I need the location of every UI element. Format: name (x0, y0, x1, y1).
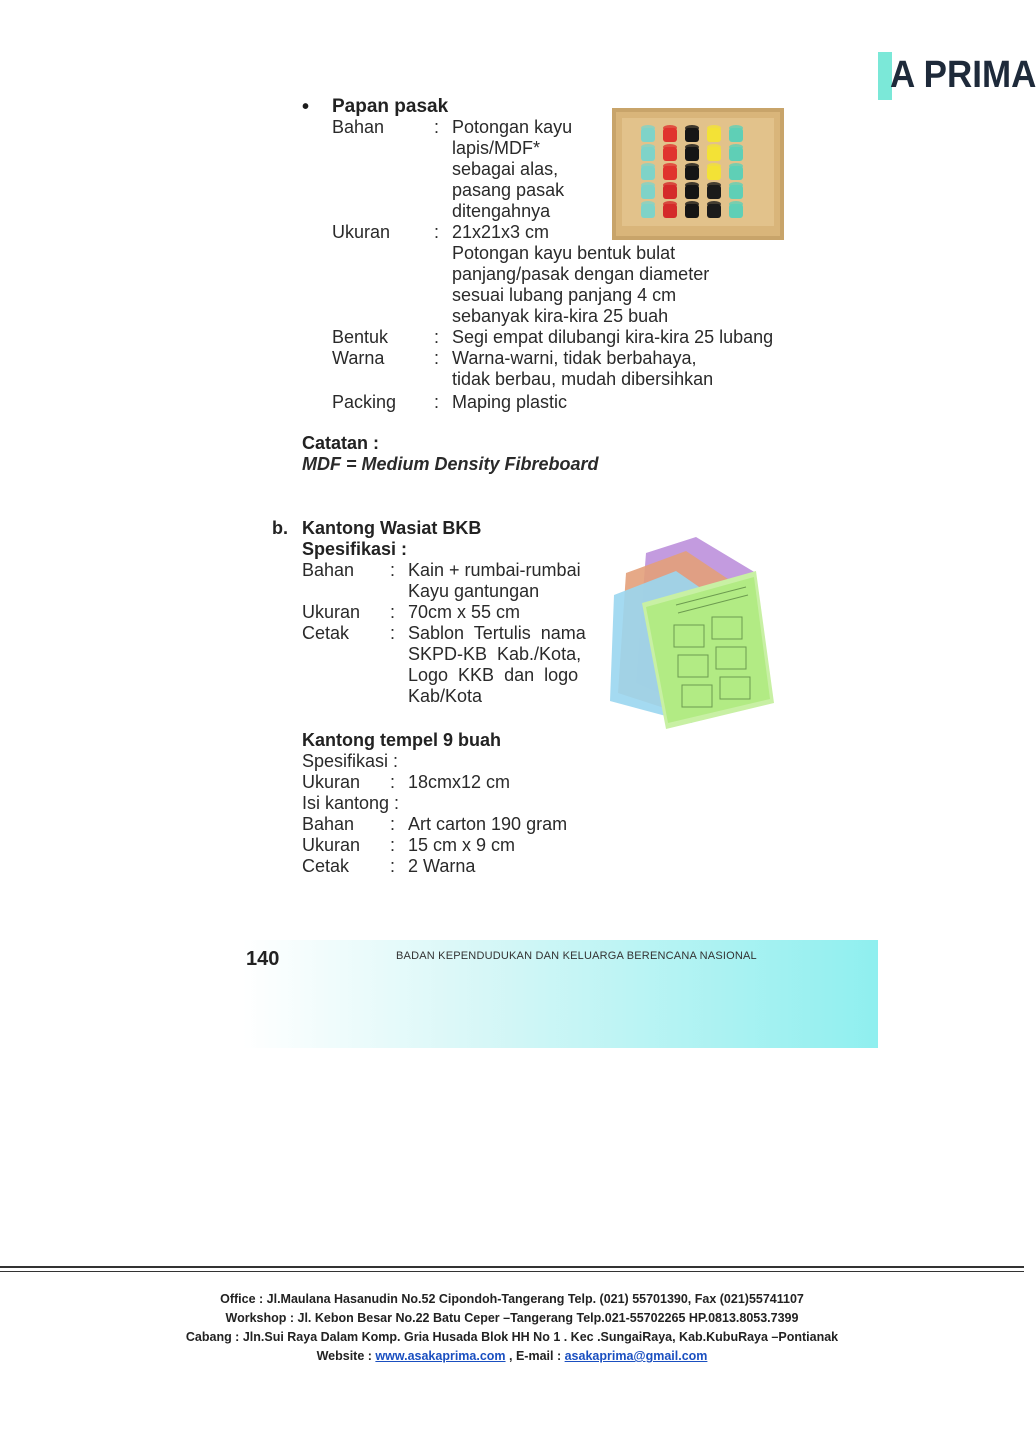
spec-value (408, 623, 612, 707)
peg-icon (729, 201, 743, 218)
spec-row (302, 602, 612, 623)
peg-icon (707, 163, 721, 180)
agency-name: BADAN KEPENDUDUKAN DAN KELUARGA BERENCANA NASIONAL (396, 950, 757, 962)
peg-icon (707, 125, 721, 142)
kantong-subtitle: Spesifikasi : (302, 539, 408, 559)
page-number: 140 (246, 948, 280, 970)
tempel-isi-label: Isi kantong : (302, 793, 400, 813)
catatan-section (302, 433, 722, 475)
company-logo (878, 52, 1036, 100)
spec-separator: : (390, 602, 396, 622)
tempel-spec-label: Spesifikasi : (302, 751, 399, 771)
spec-separator: : (390, 856, 396, 876)
kantong-letter: b. (272, 518, 288, 538)
tempel-ukuran-value: 18cmx12 cm (408, 772, 511, 792)
spec-row (332, 348, 792, 390)
peg-icon (707, 201, 721, 218)
papan-title: Papan pasak (332, 96, 449, 117)
tempel-ukuran-sep: : (390, 772, 396, 792)
kantong-spec-table (302, 560, 612, 707)
footer-divider-thin (0, 1271, 1024, 1272)
footer-divider (0, 1266, 1024, 1268)
spec-value-line: panjang/pasak dengan diameter (452, 264, 710, 284)
catatan-title: Catatan : (302, 433, 380, 453)
spec-label: Cetak (302, 623, 350, 643)
email-link[interactable]: asakaprima@gmail.com (564, 1349, 708, 1363)
spec-value (452, 392, 792, 413)
peg-icon (685, 163, 699, 180)
logo-text: A PRIMA (890, 54, 1036, 96)
spec-row (302, 623, 612, 707)
spec-label: Ukuran (302, 602, 361, 622)
spec-value-line: sebagai alas, (452, 159, 559, 179)
peg-icon (729, 125, 743, 142)
spec-label: Cetak (302, 856, 350, 876)
spec-row (302, 560, 612, 602)
peg-icon (685, 201, 699, 218)
catatan-note: MDF = Medium Density Fibreboard (302, 454, 599, 474)
spec-value (408, 602, 612, 623)
peg-icon (663, 125, 677, 142)
website-label: Website : (316, 1349, 376, 1363)
spec-value: Art carton 190 gram (408, 814, 568, 834)
tempel-title: Kantong tempel 9 buah (302, 730, 502, 750)
spec-value-line: 70cm x 55 cm (408, 602, 521, 622)
spec-value-line: Potongan kayu bentuk bulat (452, 243, 676, 263)
tempel-spec-table (302, 814, 662, 877)
spec-label: Bahan (302, 814, 355, 834)
peg-icon (663, 201, 677, 218)
peg-icon (729, 163, 743, 180)
spec-separator: : (390, 623, 396, 643)
spec-separator: : (434, 117, 440, 137)
kantong-title: Kantong Wasiat BKB (302, 518, 482, 538)
kantong-section (272, 518, 612, 707)
spec-value-line: Segi empat dilubangi kira-kira 25 lubang (452, 327, 774, 347)
spec-value-line: Logo KKB dan logo (408, 665, 579, 685)
spec-value: 2 Warna (408, 856, 476, 876)
spec-label: Warna (332, 348, 385, 368)
spec-row (332, 327, 792, 348)
peg-icon (641, 163, 655, 180)
spec-value-line: sesuai lubang panjang 4 cm (452, 285, 677, 305)
bullet-icon: • (302, 96, 310, 118)
peg-icon (641, 201, 655, 218)
footer-cabang: Cabang : Jln.Sui Raya Dalam Komp. Gria Husada Blok HH No 1 . Kec .SungaiRaya, Kab.KubuRaya –Pontianak (185, 1330, 839, 1344)
spec-value-line: Kain + rumbai-rumbai (408, 560, 581, 580)
spec-row (332, 392, 792, 413)
spec-value-line: Sablon Tertulis nama (408, 623, 586, 643)
spec-row (302, 856, 662, 877)
peg-icon (663, 144, 677, 161)
spec-separator: : (390, 560, 396, 580)
spec-separator: : (390, 835, 396, 855)
peg-icon (641, 182, 655, 199)
spec-label: Packing (332, 392, 397, 412)
tempel-ukuran-row (302, 772, 662, 793)
spec-row (302, 814, 662, 835)
spec-value-line: Maping plastic (452, 392, 568, 412)
spec-separator: : (434, 348, 440, 368)
spec-separator: : (434, 222, 440, 242)
spec-row (302, 835, 662, 856)
peg-icon (729, 182, 743, 199)
tempel-ukuran-label: Ukuran (302, 772, 361, 792)
page-banner (156, 940, 878, 1048)
spec-value-line: lapis/MDF* (452, 138, 541, 158)
website-link[interactable]: www.asakaprima.com (375, 1349, 506, 1363)
spec-value-line: pasang pasak (452, 180, 565, 200)
spec-value-line: tidak berbau, mudah dibersihkan (452, 369, 714, 389)
tempel-section (302, 730, 662, 877)
peg-icon (685, 125, 699, 142)
spec-label: Bentuk (332, 327, 389, 347)
peg-board-photo (612, 108, 784, 240)
peg-icon (641, 125, 655, 142)
spec-separator: : (390, 814, 396, 834)
peg-icon (685, 182, 699, 199)
spec-label: Ukuran (302, 835, 361, 855)
spec-value (408, 560, 612, 602)
spec-label: Ukuran (332, 222, 391, 242)
spec-value-line: Kayu gantungan (408, 581, 540, 601)
spec-separator: : (434, 392, 440, 412)
email-label: , E-mail : (505, 1349, 565, 1363)
spec-value-line: ditengahnya (452, 201, 551, 221)
peg-icon (729, 144, 743, 161)
spec-value-line: Warna-warni, tidak berbahaya, (452, 348, 697, 368)
spec-value (452, 327, 792, 348)
spec-value-line: Kab/Kota (408, 686, 483, 706)
footer-workshop: Workshop : Jl. Kebon Besar No.22 Batu Ceper –Tangerang Telp.021-55702265 HP.0813.8053.7399 (225, 1311, 799, 1325)
spec-value: 15 cm x 9 cm (408, 835, 516, 855)
spec-value (452, 348, 792, 390)
spec-label: Bahan (302, 560, 355, 580)
peg-icon (707, 182, 721, 199)
spec-label: Bahan (332, 117, 385, 137)
spec-value-line: 21x21x3 cm (452, 222, 550, 242)
spec-value-line: SKPD-KB Kab./Kota, (408, 644, 582, 664)
footer (0, 1290, 1024, 1366)
peg-icon (685, 144, 699, 161)
spec-separator: : (434, 327, 440, 347)
peg-icon (663, 182, 677, 199)
footer-contact (0, 1347, 1024, 1366)
peg-icon (641, 144, 655, 161)
spec-value-line: sebanyak kira-kira 25 buah (452, 306, 669, 326)
spec-value-line: Potongan kayu (452, 117, 573, 137)
footer-office: Office : Jl.Maulana Hasanudin No.52 Cipondoh-Tangerang Telp. (021) 55701390, Fax (021)55741107 (220, 1292, 804, 1306)
peg-icon (663, 163, 677, 180)
kantong-wasiat-photo (606, 533, 778, 729)
peg-icon (707, 144, 721, 161)
